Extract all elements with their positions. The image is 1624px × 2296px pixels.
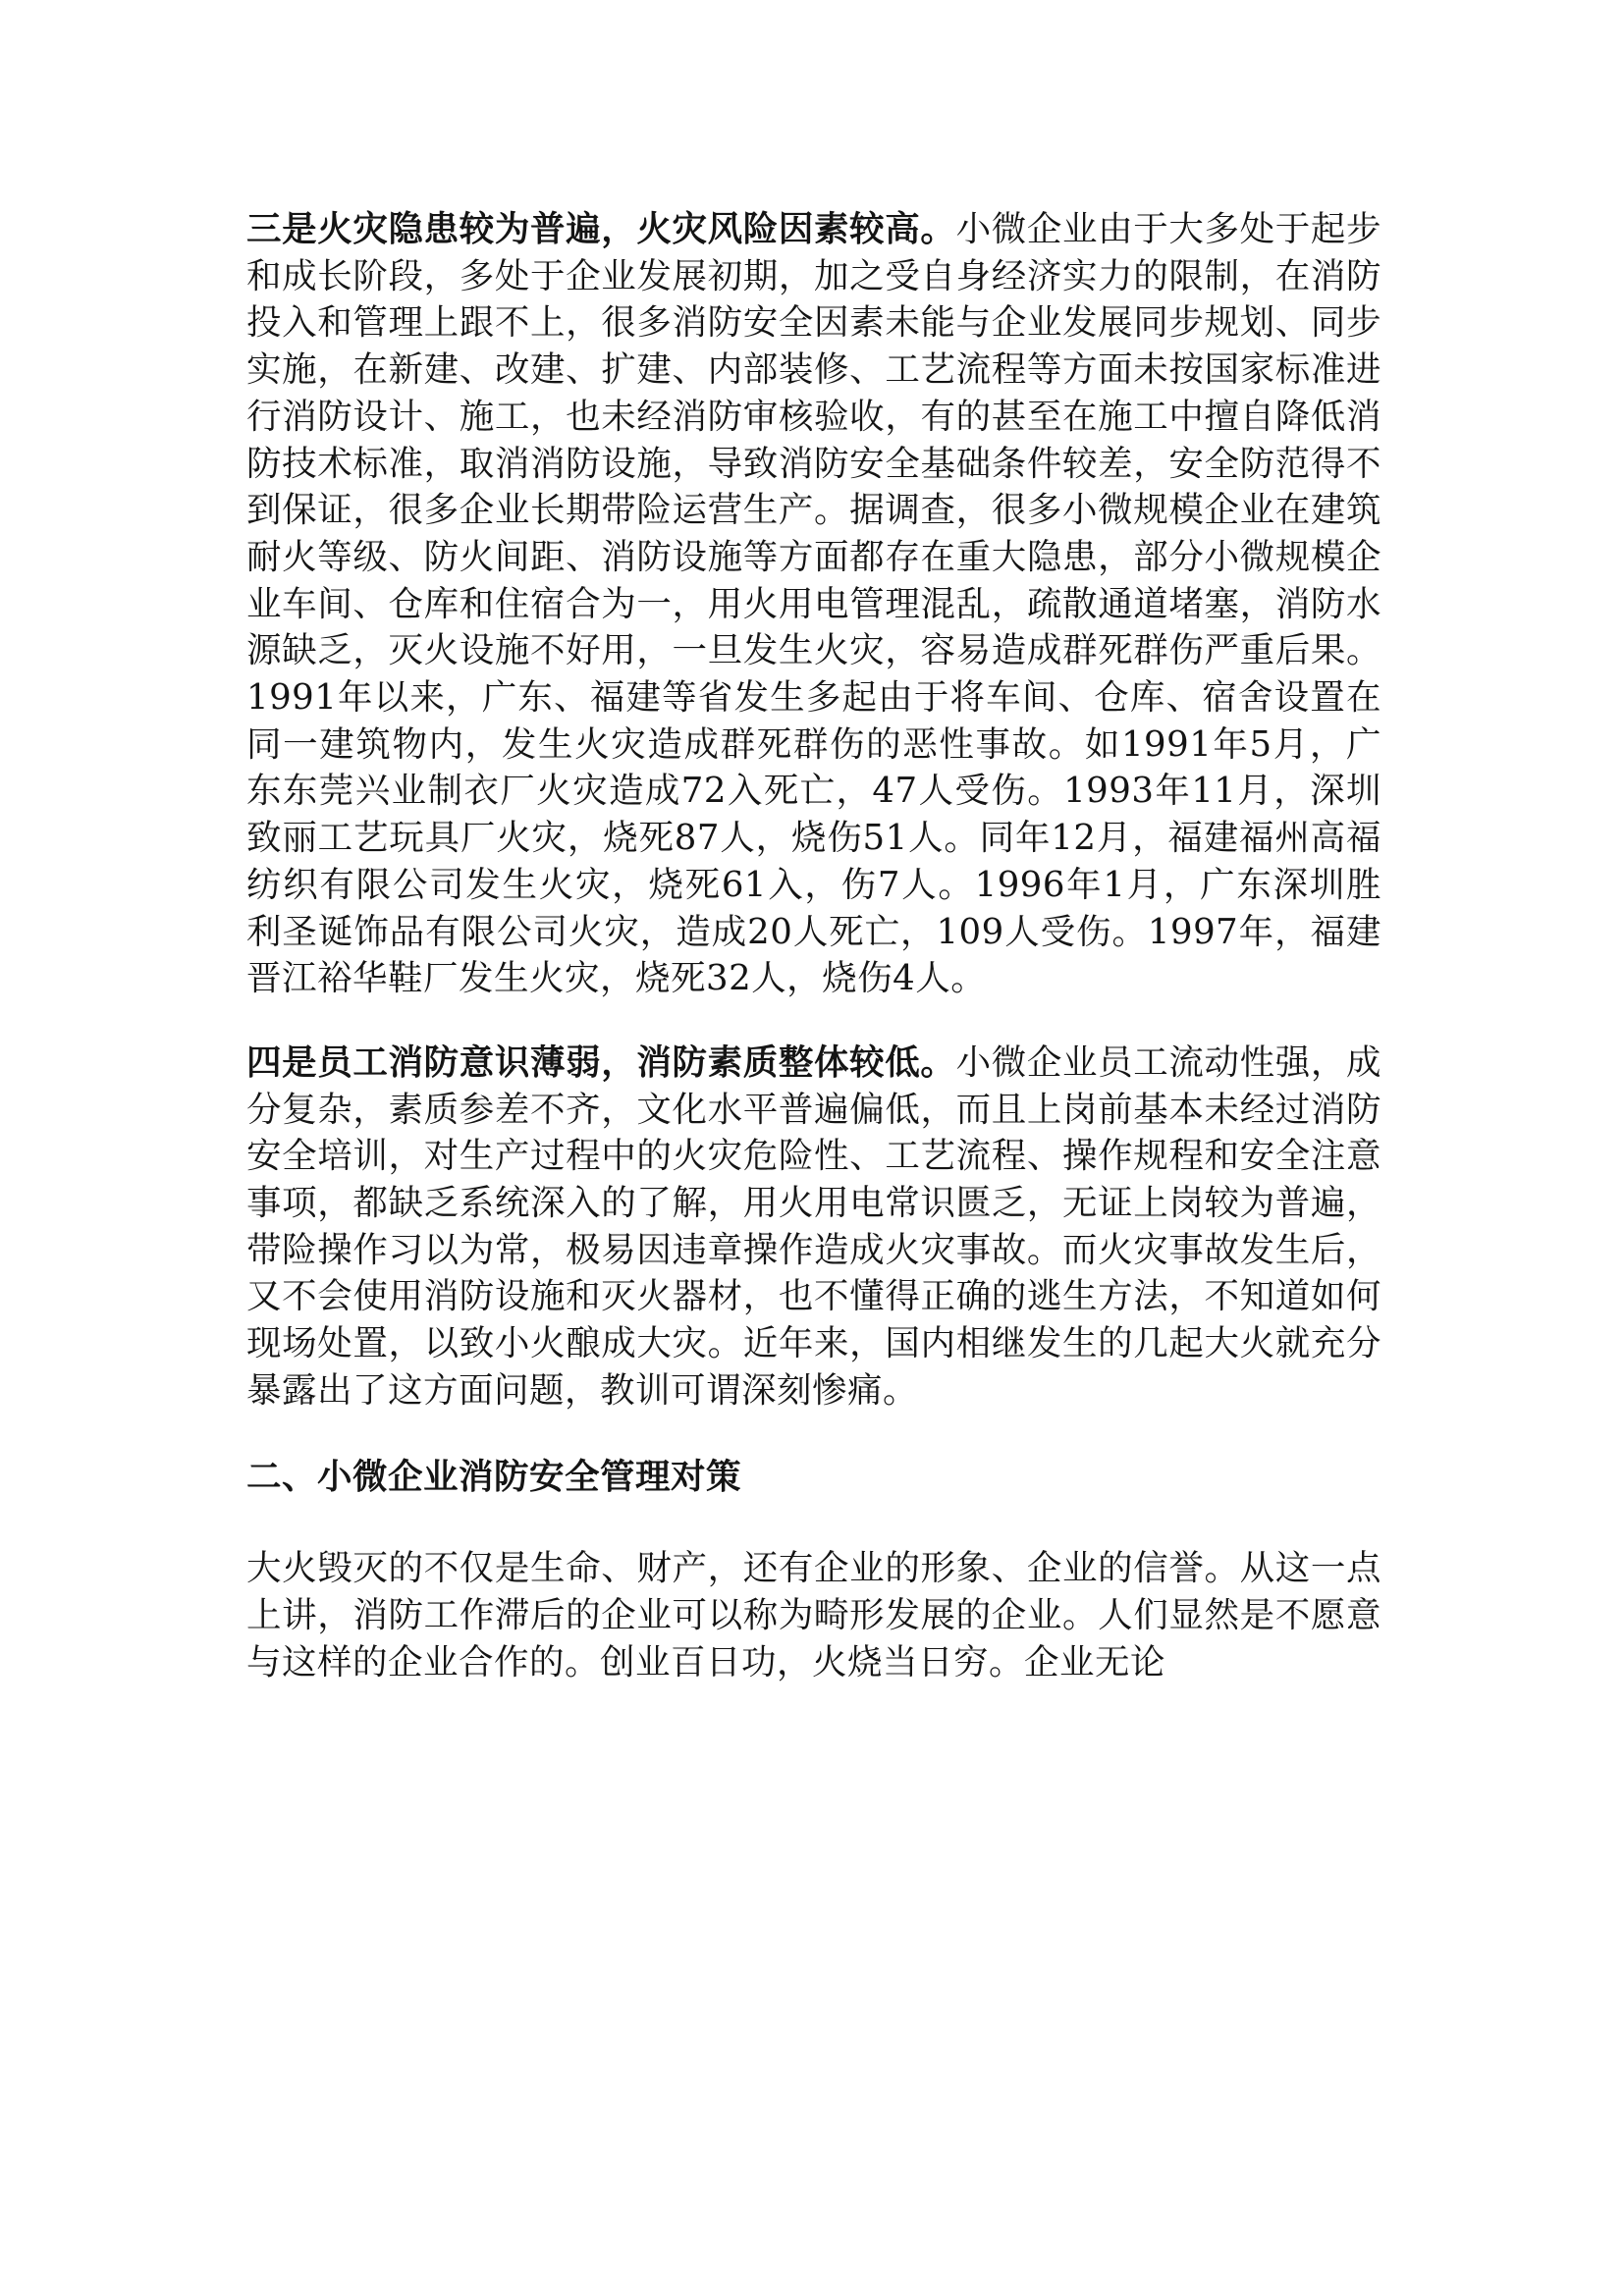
- paragraph-body: 小微企业员工流动性强，成分复杂，素质参差不齐，文化水平普遍偏低，而且上岗前基本未经过消防安全培训，对生产过程中的火灾危险性、工艺流程、操作规程和安全注意事项，都缺乏系统深入的了解，用火用电常识匮乏，无证上岗较为普遍，带险操作习以为常，极易因违章操作造成火灾事故。而火灾事故发生后，又不会使用消防设施和灭火器材，也不懂得正确的逃生方法，不知道如何现场处置，以致小火酿成大灾。近年来，国内相继发生的几起大火就充分暴露出了这方面问题，教训可谓深刻惨痛。: [246, 1041, 1381, 1411]
- paragraph-fire-hazards: [246, 206, 1381, 1002]
- paragraph-lead: 四是员工消防意识薄弱，消防素质整体较低。: [246, 1041, 956, 1083]
- paragraph-staff-awareness: [246, 1040, 1381, 1415]
- paragraph-body: 大火毁灭的不仅是生命、财产，还有企业的形象、企业的信誉。从这一点上讲，消防工作滞后的企业可以称为畸形发展的企业。人们显然是不愿意与这样的企业合作的。创业百日功，火烧当日穷。企业无论: [246, 1548, 1381, 1682]
- paragraph-body: 小微企业由于大多处于起步和成长阶段，多处于企业发展初期，加之受自身经济实力的限制，在消防投入和管理上跟不上，很多消防安全因素未能与企业发展同步规划、同步实施，在新建、改建、扩建、内部装修、工艺流程等方面未按国家标准进行消防设计、施工，也未经消防审核验收，有的甚至在施工中擅自降低消防技术标准，取消消防设施，导致消防安全基础条件较差，安全防范得不到保证，很多企业长期带险运营生产。据调查，很多小微规模企业在建筑耐火等级、防火间距、消防设施等方面都存在重大隐患，部分小微规模企业车间、仓库和住宿合为一，用火用电管理混乱，疏散通道堵塞，消防水源缺乏，灭火设施不好用，一旦发生火灾，容易造成群死群伤严重后果。1991年以来，广东、福建等省发生多起由于将车间、仓库、宿舍设置在同一建筑物内，发生火灾造成群死群伤的恶性事故。如1991年5月，广东东莞兴业制衣厂火灾造成72入死亡，47人受伤。1993年11月，深圳致丽工艺玩具厂火灾，烧死87人，烧伤51人。同年12月，福建福州高福纺织有限公司发生火灾，烧死61入，伤7人。1996年1月，广东深圳胜利圣诞饰品有限公司火灾，造成20人死亡，109人受伤。1997年，福建晋江裕华鞋厂发生火灾，烧死32人，烧伤4人。: [246, 209, 1381, 999]
- document-page: [246, 206, 1381, 1685]
- section-heading: 二、小微企业消防安全管理对策: [246, 1456, 742, 1497]
- paragraph-countermeasures: [246, 1545, 1381, 1685]
- paragraph-lead: 三是火灾隐患较为普遍，火灾风险因素较高。: [246, 209, 956, 249]
